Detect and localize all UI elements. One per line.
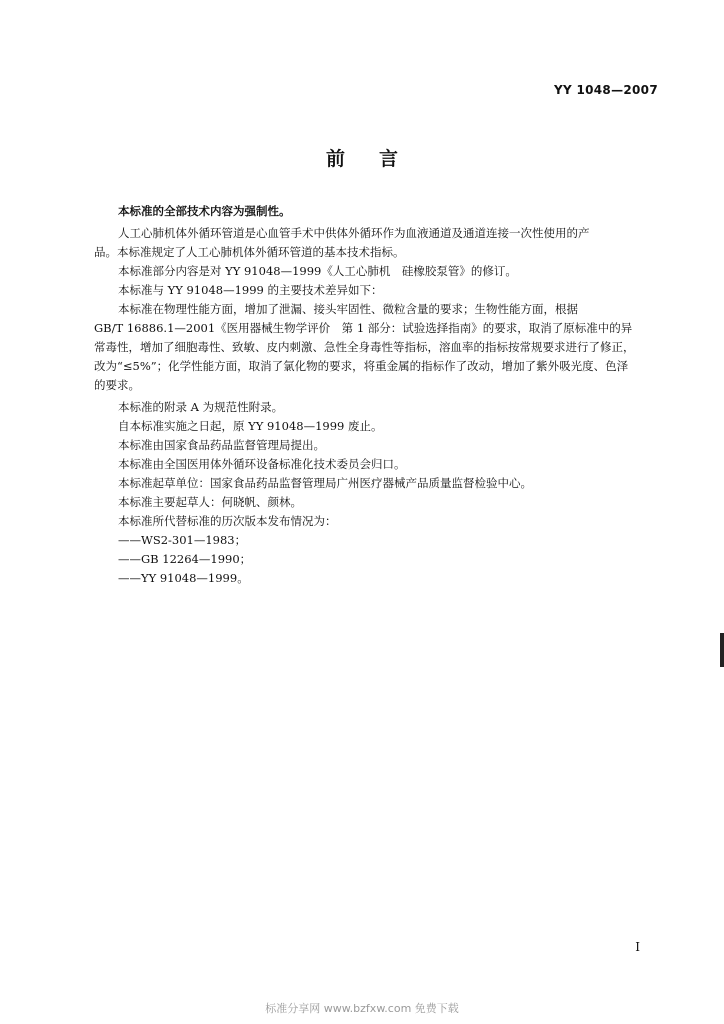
paragraph-4	[94, 300, 658, 395]
paragraph-2: 本标准部分内容是对 YY 91048—1999《人工心肺机 硅橡胶泵管》的修订。	[118, 264, 517, 278]
mandatory-statement: 本标准的全部技术内容为强制性。	[118, 204, 291, 218]
footer-watermark: 标准分享网 www.bzfxw.com 免费下载	[265, 1002, 459, 1015]
history-item: ——YY 91048—1999。	[118, 571, 249, 585]
paragraph-3: 本标准与 YY 91048—1999 的主要技术差异如下：	[118, 283, 383, 297]
standard-code: YY 1048—2007	[554, 83, 658, 97]
history-item: ——WS2-301—1983；	[118, 533, 247, 547]
paragraph-4-line-5: 的要求。	[94, 378, 140, 392]
paragraph-1-line-1: 人工心肺机体外循环管道是心血管手术中供体外循环作为血液通道及通道连接一次性使用的产	[118, 226, 590, 240]
paragraph-4-line-4: 改为“≤5%”；化学性能方面，取消了氯化物的要求，将重金属的指标作了改动，增加了紫外吸光度、色泽	[94, 359, 629, 373]
paragraph-11: 本标准所代替标准的历次版本发布情况为：	[118, 514, 337, 528]
paragraph-4-line-3: 常毒性，增加了细胞毒性、致敏、皮内刺激、急性全身毒性等指标，溶血率的指标按常规要求进行了修正，	[94, 340, 635, 354]
paragraph-1	[94, 224, 658, 262]
page-number: I	[635, 940, 640, 954]
paragraph-4-line-1: 本标准在物理性能方面，增加了泄漏、接头牢固性、微粒含量的要求；生物性能方面，根据	[118, 302, 578, 316]
paragraph-8: 本标准由全国医用体外循环设备标准化技术委员会归口。	[118, 457, 406, 471]
paragraph-5: 本标准的附录 A 为规范性附录。	[118, 400, 284, 414]
paragraph-10: 本标准主要起草人：何晓帆、颜林。	[118, 495, 302, 509]
scan-edge-mark	[720, 633, 724, 667]
version-history-list	[118, 531, 658, 588]
foreword-body	[94, 202, 658, 588]
paragraph-4-line-2: GB/T 16886.1—2001《医用器械生物学评价 第 1 部分：试验选择指南》的要求，取消了原标准中的异	[94, 321, 633, 335]
paragraph-7: 本标准由国家食品药品监督管理局提出。	[118, 438, 325, 452]
paragraph-9: 本标准起草单位：国家食品药品监督管理局广州医疗器械产品质量监督检验中心。	[118, 476, 532, 490]
page-title: 前言	[325, 148, 432, 170]
paragraph-1-line-2: 品。本标准规定了人工心肺机体外循环管道的基本技术指标。	[94, 245, 405, 259]
paragraph-6: 自本标准实施之日起，原 YY 91048—1999 废止。	[118, 419, 383, 433]
history-item: ——GB 12264—1990；	[118, 552, 252, 566]
